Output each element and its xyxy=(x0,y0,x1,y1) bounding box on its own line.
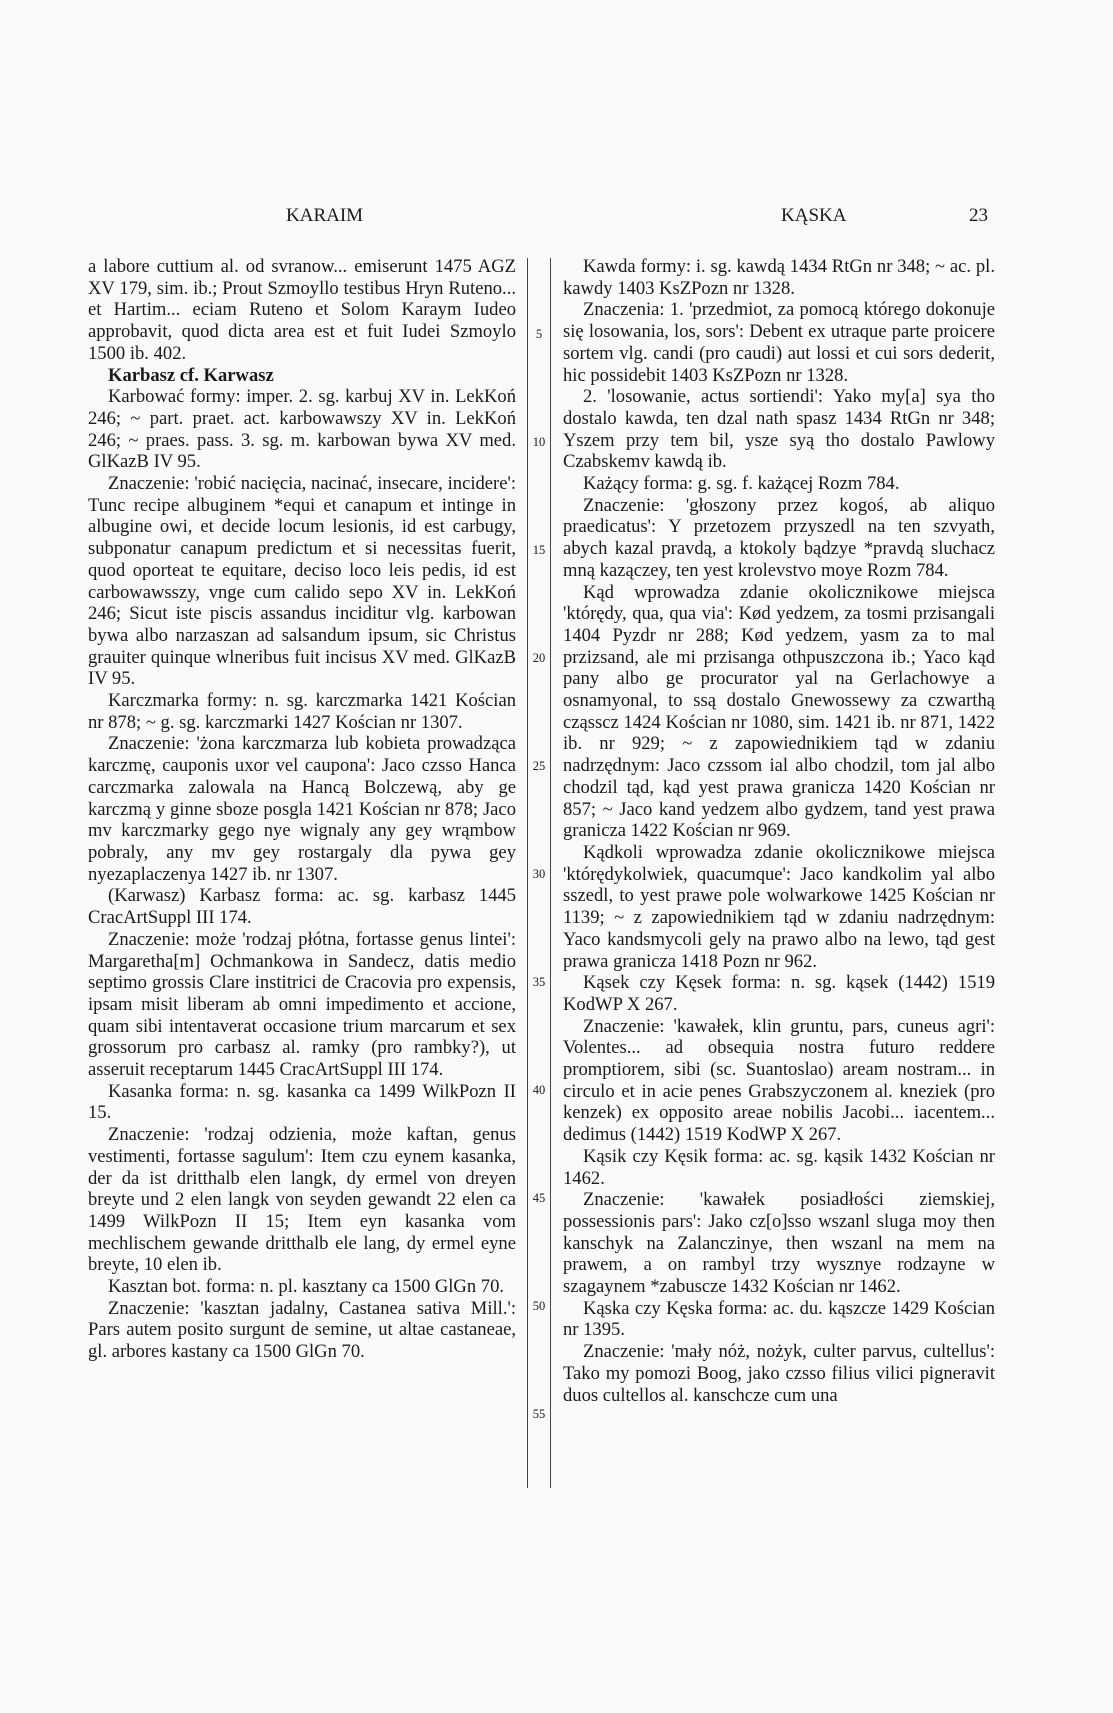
entry-karczmarka: Karczmarka formy: n. sg. karczmarka 1421 Kościan nr 878; ~ g. sg. karczmarki 1427 Kościan nr 1307. xyxy=(88,690,516,733)
entry-kasztan: Kasztan bot. forma: n. pl. kasztany ca 1500 GlGn 70. xyxy=(108,1276,505,1298)
entry-karczmarka-meaning: Znaczenie: 'żona karczmarza lub kobieta prowadząca karczmę, cauponis uxor vel caupona': Jaco czsso Hanca carczmarka zalowala na Hancą Bolczewą, aby ge karczmą y ginne sboze posgla 1421 Kościan nr 878; Jaco mv karczmarky gego nye wignaly any gey wrąmbow pobraly, any mv gey rostargaly dla pywa gey nyezaplaczenya 1427 ib. nr 1307. xyxy=(88,733,516,885)
entry-kad: Kąd wprowadza zdanie okolicznikowe miejsca 'którędy, qua, qua via': Kød yedzem, za tosmi przisangali 1404 Pyzdr nr 288; Kød yedzem, yasm za to mal przizsand, ale mi przisanga othpuszczona ib.; Yaco kąd pany albo ge procurator yal na Gerlachowye a osnamyonal, to ssą dostalo Gnewossewy za czwarthą cząsscz 1424 Kościan nr 1080, sim. 1421 ib. nr 871, 1422 ib. nr 929; ~ z zapowiednikiem tąd w zdaniu nadrzędnym: Jaco czssom ial albo chodzil, tom jal albo chodzil tąd, kąd yest prawa granicza 1420 Kościan nr 857; ~ Jaco kand yedzem albo gydzem, tand yest prawa granicza 1422 Kościan nr 969. xyxy=(563,581,995,842)
page-number: 23 xyxy=(969,205,988,226)
running-header xyxy=(88,205,988,233)
header-right-guide-word: KĄSKA xyxy=(781,205,847,226)
entry-kasik-meaning: Znaczenie: 'kawałek posiadłości ziemskiej, possessionis pars': Jako cz[o]sso wszanl sluga moy then kanschyk na Zalanczinye, then wszanl na mem na prawem, a on rambyl trzy wysznye rodzayne w szagaynem *zabuscze 1432 Kościan nr 1462. xyxy=(563,1189,995,1298)
entry-karbasz: (Karwasz) Karbasz forma: ac. sg. karbasz 1445 CracArtSuppl III 174. xyxy=(88,885,516,929)
entry-kasek: Kąsek czy Kęsek forma: n. sg. kąsek (1442) 1519 KodWP X 267. xyxy=(563,972,995,1015)
line-number: 35 xyxy=(532,975,546,989)
entry-karbowac-meaning: Znaczenie: 'robić nacięcia, nacinać, insecare, incidere': Tunc recipe albuginem *equi et canapum et intinge in albugine owi, et decide locum lesionis, id est carbugy, subponatur canapum predictum et si necessitas fuerit, quod oporteat te equitare, deciso loco leis pedis, id est carbowawsszy, vnge cum calido sepo XV in. LekKoń 246; Sicut iste piscis assandus inciditur vlg. karbowan bywa albo narzaszan ad salsandum ipsum, sic Christus grauiter quinque wlneribus fuit incisus XV med. GlKazB IV 95. xyxy=(88,473,516,690)
line-number: 30 xyxy=(532,867,546,881)
line-number: 25 xyxy=(532,759,546,773)
entry-karbasz-meaning: Znaczenie: może 'rodzaj płótna, fortasse genus lintei': Margaretha[m] Ochmankowa in Sandecz, datis medio septimo grossis Clare institrici de Cracovia pro expensis, ipsam misit liberam ab omni impedimento et accione, quam sibi intentaverat occasione trium marcarum et sex grossorum pro carbasz al. ramky (pro rambky?), ut asseruit receptarum 1445 CracArtSuppl III 174. xyxy=(88,928,516,1081)
column-rule-right xyxy=(550,258,551,1488)
line-number: 50 xyxy=(532,1299,546,1313)
header-left-guide-word: KARAIM xyxy=(286,205,364,226)
right-column xyxy=(563,256,995,1406)
line-number: 20 xyxy=(532,651,546,665)
line-number: 55 xyxy=(532,1407,546,1421)
entry-kasztan-meaning: Znaczenie: 'kasztan jadalny, Castanea sativa Mill.': Pars autem posito surgunt de semine, ut altae castaneae, gl. arbores kastany ca 1500 GlGn 70. xyxy=(88,1297,516,1363)
entry-kaska-meaning: Znaczenie: 'mały nóż, nożyk, culter parvus, cultellus': Tako my pomozi Boog, jako czsso filius vilici pigneravit duos cultellos al. kanschcze cum una xyxy=(563,1341,995,1406)
line-number: 5 xyxy=(535,327,543,341)
entry-kawda: Kawda formy: i. sg. kawdą 1434 RtGn nr 348; ~ ac. pl. kawdy 1403 KsZPozn nr 1328. xyxy=(563,256,995,299)
entry-kaska: Kąska czy Kęska forma: ac. du. kąszcze 1429 Kościan nr 1395. xyxy=(563,1297,995,1341)
entry-kazacy: Każący forma: g. sg. f. każącej Rozm 784. xyxy=(583,473,900,495)
entry-kazacy-meaning: Znaczenie: 'głoszony przez kogoś, ab aliquo praedicatus': Y przetozem przyszedl na ten szvyath, abych kazal pravdą, a ktokoly bądzye *pravdą sluchacz mną kazączey, ten yest krolevstvo moye Rozm 784. xyxy=(563,494,995,581)
left-column xyxy=(88,256,516,1363)
entry-kawda-meaning-1: Znaczenia: 1. 'przedmiot, za pomocą którego dokonuje się losowania, los, sors': Debent ex utraque parte proicere sortem vlg. candi (pro caudi) aut lossi et cui sors dederit, hic possidebit 1403 KsZPozn nr 1328. xyxy=(563,299,995,386)
entry-kasik: Kąsik czy Kęsik forma: ac. sg. kąsik 1432 Kościan nr 1462. xyxy=(563,1145,995,1189)
line-number: 40 xyxy=(532,1083,546,1097)
entry-kasanka: Kasanka forma: n. sg. kasanka ca 1499 WilkPozn II 15. xyxy=(88,1080,516,1124)
entry-kasek-meaning: Znaczenie: 'kawałek, klin gruntu, pars, cuneus agri': Volentes... ad obsequia nostra futuro reddere promptiorem, sibi (sc. Suantoslao) aream nostram... in circulo et in acie penes Grabszyczonem al. kneziek (pro kenzek) ex opposito areae nobilis Jacobi... iacentem... dedimus (1442) 1519 KodWP X 267. xyxy=(563,1015,995,1146)
entry-karbowac: Karbować formy: imper. 2. sg. karbuj XV in. LekKoń 246; ~ part. praet. act. karbowawszy XV in. LekKoń 246; ~ praes. pass. 3. sg. m. karbowan bywa XV med. GlKazB IV 95. xyxy=(88,386,516,473)
line-number: 15 xyxy=(532,543,546,557)
line-number: 45 xyxy=(532,1191,546,1205)
entry-karbasz-crossref: Karbasz cf. Karwasz xyxy=(108,364,274,386)
line-number: 10 xyxy=(532,435,546,449)
entry-kawda-meaning-2: 2. 'losowanie, actus sortiendi': Yako my[a] sya tho dostalo kawda, ten dzal nath spasz 1434 RtGn nr 348; Yszem przy tem bil, ysze syą tho dostalo Pawlowy Czabskemv kawdą ib. xyxy=(563,386,995,473)
entry-kasanka-meaning: Znaczenie: 'rodzaj odzienia, może kaftan, genus vestimenti, fortasse sagulum': Item czu eynem kasanka, der da ist dritthalb elen langk, dy ermel von dreyen breyte und 2 elen langk von seyden gewandt 22 elen ca 1499 WilkPozn II 15; Item eyn kasanka vom mechlischem gewande dritthalb ele lang, dy ermel eyne breyte, 10 elen ib. xyxy=(88,1124,516,1276)
entry-continuation: a labore cuttium al. od svranow... emiserunt 1475 AGZ XV 179, sim. ib.; Prout Szmoyllo testibus Hryn Ruteno... et Hartim... eciam Ruteno et Solom Karaym Iudeo approbavit, quod dicta area est et fuit Iudei Szmoylo 1500 ib. 402. xyxy=(88,256,516,364)
entry-kadkoli: Kądkoli wprowadza zdanie okolicznikowe miejsca 'którędykolwiek, quacumque': Jaco kandkolim yal albo sszedl, to yest prawe pole wolwarkowe 1425 Kościan nr 1139; ~ z zapowiednikiem tąd w zdaniu nadrzędnym: Yaco kandsmycoli gely na prawo albo na lewo, tąd gest prawa granicza 1418 Pozn nr 962. xyxy=(563,841,995,972)
